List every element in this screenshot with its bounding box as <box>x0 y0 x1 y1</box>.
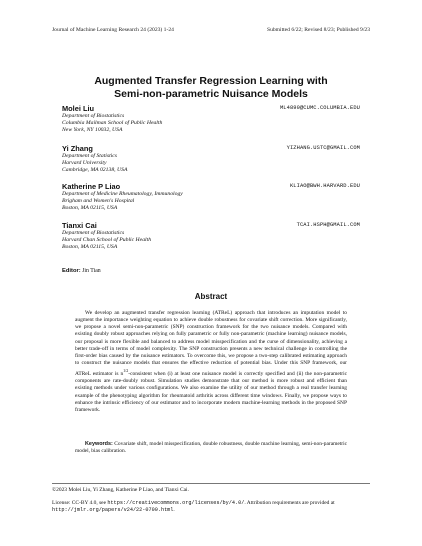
copyright-notice: ©2023 Molei Liu, Yi Zhang, Katherine P Liao, and Tianxi Cai. <box>52 487 189 493</box>
author-email[interactable]: ML4890@CUMC.COLUMBIA.EDU <box>279 105 360 111</box>
author-name: Yi Zhang <box>62 144 93 153</box>
paper-title <box>0 75 422 101</box>
license-link[interactable]: https://creativecommons.org/licenses/by/4.0/ <box>107 500 245 507</box>
author-affiliation-line: Department of Statistics <box>62 153 117 159</box>
author-email[interactable]: TCAI.HSPH@GMAIL.COM <box>296 222 360 228</box>
author-affiliation-line: New York, NY 10032, USA <box>62 127 123 134</box>
author-block <box>62 221 360 251</box>
submission-dates: Submitted 6/22; Revised 8/23; Published 9/23 <box>266 27 370 33</box>
author-affiliation-line: Boston, MA 02115, USA <box>62 244 118 251</box>
author-email[interactable]: YIZHANG.USTC@GMAIL.COM <box>286 145 360 151</box>
author-affiliation-line: Brigham and Women's Hospital <box>62 198 135 205</box>
keywords-label: Keywords: <box>85 441 113 447</box>
editor-label: Editor: <box>62 268 81 274</box>
running-header <box>52 27 370 33</box>
keywords-text: Covariate shift, model misspecification, double robustness, double machine learning, semi-non-parametric model, bias calibration. <box>75 441 347 455</box>
author-affiliation-line: Harvard Chan School of Public Health <box>62 237 152 244</box>
license-text: License: CC-BY 4.0, see <box>52 500 108 507</box>
author-block <box>62 104 360 134</box>
author-email[interactable]: KLIAO@BWH.HARVARD.EDU <box>289 183 360 189</box>
footer-divider <box>52 483 370 484</box>
author-name: Tianxi Cai <box>62 221 97 230</box>
editor-line <box>62 268 101 274</box>
abstract-heading: Abstract <box>194 292 228 301</box>
license-text: . Attribution requirements are provided at <box>244 500 335 507</box>
journal-citation: Journal of Machine Learning Research 24 (2023) 1-24 <box>52 27 174 33</box>
author-name: Molei Liu <box>62 104 95 113</box>
keywords-paragraph <box>75 441 347 455</box>
attribution-link[interactable]: http://jmlr.org/papers/v24/22-0700.html <box>52 507 174 514</box>
license-text: . <box>173 507 175 514</box>
author-affiliation-line: Columbia Mailman School of Public Health <box>62 120 163 127</box>
author-affiliation-line: Cambridge, MA 02138, USA <box>62 167 128 174</box>
author-affiliation-line: Department of Biostatistics <box>62 113 125 119</box>
author-affiliation-line: Boston, MA 02115, USA <box>62 205 118 212</box>
license-footer <box>52 487 370 514</box>
title-line-2: Semi-non-parametric Nuisance Models <box>114 88 308 100</box>
author-affiliation-line: Department of Medicine Rheumatology, Immunology <box>62 191 183 197</box>
author-name: Katherine P Liao <box>62 182 121 191</box>
title-line-1: Augmented Transfer Regression Learning with <box>94 75 328 87</box>
author-block <box>62 182 360 212</box>
author-affiliation-line: Harvard University <box>62 160 107 167</box>
abstract-text: We develop an augmented transfer regression learning (ATReL) approach that introduces an imputation model to augment the importance weighting equation to achieve double robustness for covariate shift correction. More significantly, we propose a novel semi-non-parametric (SNP) construction framework for the two nuisance models. Compared with existing doubly robust approaches relying on fully parametric or fully non-parametric (machine learning) nuisance models, our proposal is more flexible and balanced to address model misspecification and the curse of dimensionality, achieving a better trade-off in terms of model complexity. The SNP construction presents a new technical challenge in controlling the first-order bias caused by the nuisance estimators. To overcome this, we propose a two-step calibrated estimating approach to construct the nuisance models that ensures the effective reduction of potential bias. Under this SNP framework, our ATReL estimator is $n^{1/2}$-consistent when (i) at least one nuisance model is correctly specified and (ii) the non-parametric components are rate-doubly robust. Simulation studies demonstrate that our method is more robust and efficient than existing methods under various configurations. We also examine the utility of our method through a real transfer learning example of the phenotyping algorithm for rheumatoid arthritis across different time windows. Finally, we propose ways to enhance the intrinsic efficiency of our estimator and to incorporate modern machine-learning methods in the proposed SNP framework. <box>75 310 347 413</box>
license-notice <box>52 500 370 514</box>
author-affiliation-line: Department of Biostatistics <box>62 230 125 236</box>
editor-name: Jin Tian <box>82 268 101 274</box>
author-block <box>62 144 360 174</box>
